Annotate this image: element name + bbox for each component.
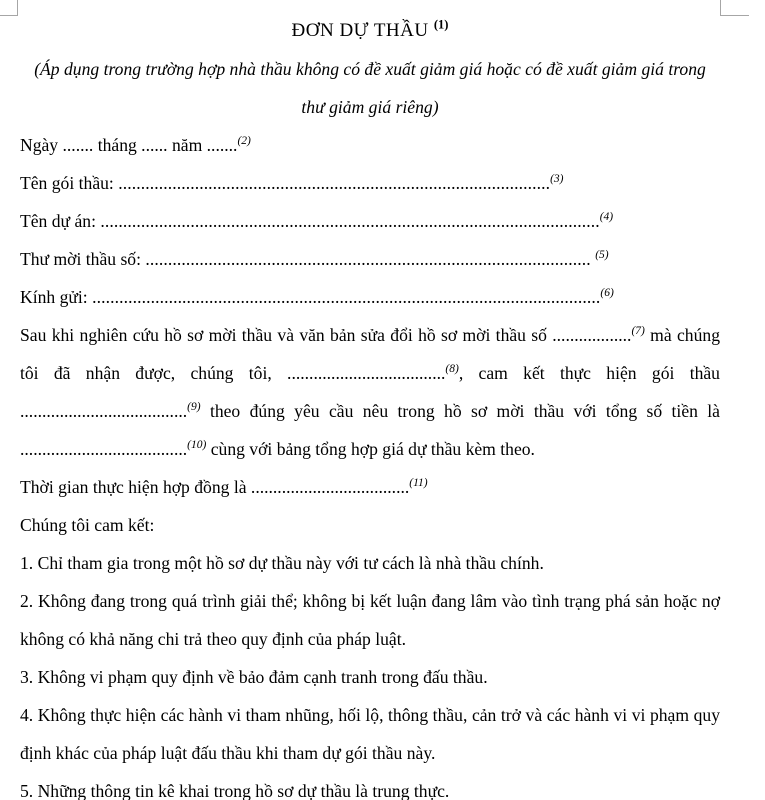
subtitle xyxy=(20,50,720,126)
field-project-name xyxy=(20,202,720,240)
commitment-item-3: 3. Không vi phạm quy định về bảo đảm cạnh tranh trong đấu thầu. xyxy=(20,667,488,687)
contract-duration-text: Thời gian thực hiện hợp đồng là .................................... xyxy=(20,477,410,497)
field-package-name-label: Tên gói thầu: xyxy=(20,173,119,193)
date-line-text: Ngày ....... tháng ...... năm ....... xyxy=(20,135,238,155)
subtitle-line-2: thư giảm giá riêng) xyxy=(301,97,439,117)
field-addressee xyxy=(20,278,720,316)
field-invitation-number-label: Thư mời thầu số: xyxy=(20,249,146,269)
field-invitation-number-fill: ................................................................................................... xyxy=(145,249,596,269)
text-boundary-mark-top-left-icon xyxy=(0,0,18,16)
document-content xyxy=(20,0,720,800)
commitment-item-4: 4. Không thực hiện các hành vi tham nhũng, hối lộ, thông thầu, cản trở và các hành vi vi phạm quy định khác của pháp luật đấu thầu khi tham dự gói thầu này. xyxy=(20,705,720,763)
opening-paragraph-text: theo đúng yêu cầu nêu trong hồ sơ mời thầu với tổng số tiền là ...................................... xyxy=(20,401,720,459)
opening-paragraph xyxy=(20,316,720,468)
page-title xyxy=(20,12,720,50)
commitment-item-5: 5. Những thông tin kê khai trong hồ sơ dự thầu là trung thực. xyxy=(20,781,450,800)
opening-paragraph-text: , cam kết thực hiện gói thầu ...................................... xyxy=(20,363,720,421)
page-title-text: ĐƠN DỰ THẦU xyxy=(291,20,429,41)
date-footnote-ref: (2) xyxy=(237,135,251,148)
field-project-name-label: Tên dự án: xyxy=(20,211,101,231)
opening-paragraph-text: Sau khi nghiên cứu hồ sơ mời thầu và văn bản sửa đổi hồ sơ mời thầu số .................. xyxy=(20,325,632,345)
footnote-ref-10: (10) xyxy=(187,439,207,452)
field-project-name-footnote-ref: (4) xyxy=(599,211,614,224)
commitment-item-2: 2. Không đang trong quá trình giải thể; không bị kết luận đang lâm vào tình trạng phá sản hoặc nợ không có khả năng chi trả theo quy định của pháp luật. xyxy=(20,591,720,649)
field-invitation-number xyxy=(20,240,720,278)
field-invitation-number-footnote-ref: (5) xyxy=(595,249,609,262)
opening-paragraph-text: mà chúng tôi đã nhận được, chúng tôi, .................................... xyxy=(20,325,720,383)
footnote-ref-8: (8) xyxy=(445,363,459,376)
field-project-name-fill: ............................................................................................................... xyxy=(100,211,600,231)
text-boundary-mark-top-right-icon xyxy=(720,0,749,16)
commitment-intro: Chúng tôi cam kết: xyxy=(20,515,155,535)
field-package-name xyxy=(20,164,720,202)
footnote-ref-7: (7) xyxy=(631,325,645,338)
subtitle-line-1: (Áp dụng trong trường hợp nhà thầu không có đề xuất giảm giá hoặc có đề xuất giảm giá trong xyxy=(34,59,706,79)
field-addressee-footnote-ref: (6) xyxy=(600,287,614,300)
opening-paragraph-text: cùng với bảng tổng hợp giá dự thầu kèm theo. xyxy=(206,439,535,459)
footnote-ref-11: (11) xyxy=(409,477,428,490)
field-package-name-fill: ................................................................................................ xyxy=(118,173,551,193)
title-footnote-ref: (1) xyxy=(433,17,449,32)
date-line xyxy=(20,126,720,164)
field-addressee-label: Kính gửi: xyxy=(20,287,93,307)
contract-duration-line xyxy=(20,468,720,506)
field-addressee-fill: ................................................................................................................. xyxy=(92,287,601,307)
footnote-ref-9: (9) xyxy=(187,401,201,414)
field-package-name-footnote-ref: (3) xyxy=(550,173,564,186)
commitment-item-1: 1. Chỉ tham gia trong một hồ sơ dự thầu này với tư cách là nhà thầu chính. xyxy=(20,553,544,573)
